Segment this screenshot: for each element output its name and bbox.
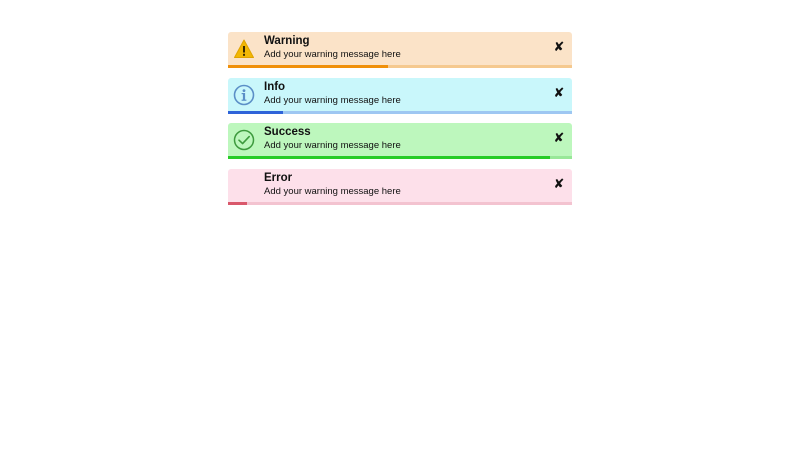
toast-title: Info (264, 80, 286, 93)
toast-message: Add your warning message here (264, 140, 401, 151)
toast-title: Error (264, 171, 293, 184)
close-icon[interactable]: ✘ (553, 84, 565, 100)
toast-info (228, 78, 572, 114)
toast-warning (228, 32, 572, 68)
progress-track (228, 202, 572, 205)
notification-stack (228, 32, 572, 214)
close-icon[interactable]: ✘ (553, 175, 565, 191)
progress-fill (228, 156, 550, 159)
toast-title: Warning (264, 35, 310, 47)
toast-title: Success (264, 126, 311, 138)
progress-fill (228, 202, 247, 205)
progress-track (228, 111, 572, 114)
toast-error (228, 169, 572, 205)
toast-message: Add your warning message here (264, 49, 401, 60)
progress-fill (228, 65, 388, 68)
close-icon[interactable]: ✘ (553, 130, 565, 145)
close-icon[interactable]: ✘ (553, 39, 565, 54)
toast-success (228, 123, 572, 159)
toast-message: Add your warning message here (264, 185, 401, 197)
progress-fill (228, 111, 283, 114)
info-circle-icon (233, 84, 255, 106)
progress-track (228, 65, 572, 68)
check-circle-icon (233, 129, 255, 151)
warning-triangle-icon (233, 38, 255, 60)
toast-message: Add your warning message here (264, 94, 401, 106)
progress-track (228, 156, 572, 159)
